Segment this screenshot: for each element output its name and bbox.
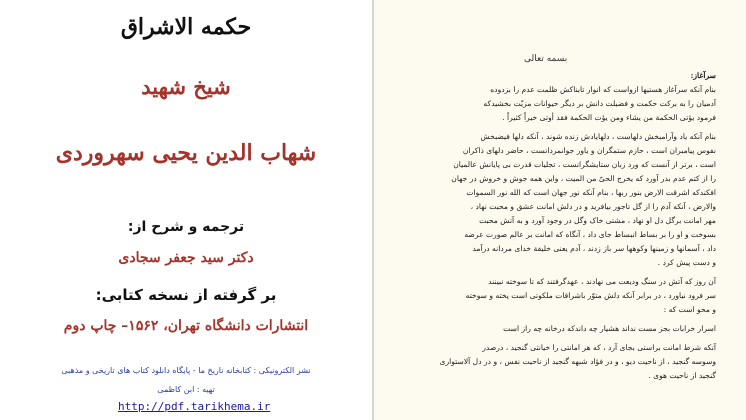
body-line: گنجید از ناحیت هوی . <box>648 371 716 380</box>
body-line: والارض ، آنکه آدم را از گل تاجور بیافرید و در دلش امانت عشق و محبت نهاد ، <box>470 202 716 211</box>
body-line: سرآغاز: <box>690 71 716 80</box>
body-line: و محو است که : <box>663 305 716 314</box>
left-page <box>0 0 372 420</box>
body-line: بنام آنکه یاد وآرامبخش دلهاست ، دلهایادش زنده شوند ، آنکه دلها فیضبخش <box>480 132 716 141</box>
body-line: افکندکه اشرقت الارض بنور ربها ، بنام آنکه نور جهان است که الله نور السموات <box>466 188 716 197</box>
footer-publishing-note: نشر الکترونیکی : کتابخانه تاریخ ما - پایگاه دانلود کتاب های تاریخی و مذهبی <box>61 366 311 375</box>
body-line: بسوخت و او را بر بساط انبساط جای داد ، آنگاه که امانت بر عالم صورت عرضه <box>464 230 716 239</box>
body-line: مهر امانت برگل دل او نهاد ، مشتی خاک وگل در وجود آورد و به آتش محبت <box>479 216 716 225</box>
website-link[interactable]: http://pdf.tarikhema.ir <box>118 400 271 413</box>
body-line: آنکه شرط امانت براستی بجای آرد ، که هر امانتی را خیانتی گنجید ، درصدر <box>482 343 716 352</box>
body-line: و دست پیش کرد . <box>657 258 716 267</box>
poem-line: اسرار خرابات بجز مست نداند هشیار چه داندکه درخانه چه راز است <box>503 324 716 333</box>
book-title: حکمه الاشراق <box>120 14 252 40</box>
body-line: بنام آنکه سرآغاز هستیها ازواست که انوار تابناکش ظلمت عدم را بزدوده <box>490 85 716 94</box>
body-line: آن روز که آتش در سنگ ودیعت می نهادند ، عهدگرفتند که تا سوخته نبینند <box>488 277 716 286</box>
body-line: وسوسه گنجید ، از ناحیت دیو ، و در فؤاد شبهه گنجید از ناحیت نفس ، و در دل آلاستواری <box>439 357 716 366</box>
author-line-2: شهاب الدین یحیی سهروردی <box>55 140 317 166</box>
body-line: را از کتم عدم بدر آورد که یخرج الحیّ من المیت ، واین همه جوش و خروش در جهان <box>451 174 716 183</box>
body-line: داد ، آسمانها و زمینها وکوهها سر باز زدند ، آدم یعنی خلیفة خدای مردانه درآمد <box>472 244 716 253</box>
translator-name: دکتر سید جعفر سجادی <box>118 250 254 266</box>
author-line-1: شیخ شهید <box>141 74 231 99</box>
footer-prepared-by: تهیه : ابن کاظمی <box>157 385 215 394</box>
basmala: بسمه تعالی <box>524 54 568 64</box>
body-line: نفوس پیامبران است ، حازم ستمگران و یاور جوانمردانست ، حاضر دلهای ذاکران <box>462 146 716 155</box>
body-line: سر فرود نیاورد ، در برابر آنکه دلش متوّر باشراقات ملکوتی است پخته و سوخته <box>465 291 716 300</box>
body-line: آدمیان را به برکت حکمت و فضیلت دانش بر دیگر حیوانات مزیّت بخشیدکه <box>483 99 716 108</box>
body-line: است ، برتر از آنست که ورد زبان ستایشگرانست ، تجلیات قدرت بی پایانش عالمیان <box>453 160 716 169</box>
source-label: بر گرفته از نسخه کتابی: <box>95 286 277 304</box>
translation-label: ترجمه و شرح از: <box>127 219 245 235</box>
publisher-line: انتشارات دانشگاه تهران، ۱۵۶۲– چاپ دوم <box>63 318 309 334</box>
right-page <box>374 0 746 420</box>
body-line: فرمود یؤتی الحکمة من یشاء ومن یؤت الحکمة فقد أوتی خیراً کثیراً . <box>502 113 716 122</box>
